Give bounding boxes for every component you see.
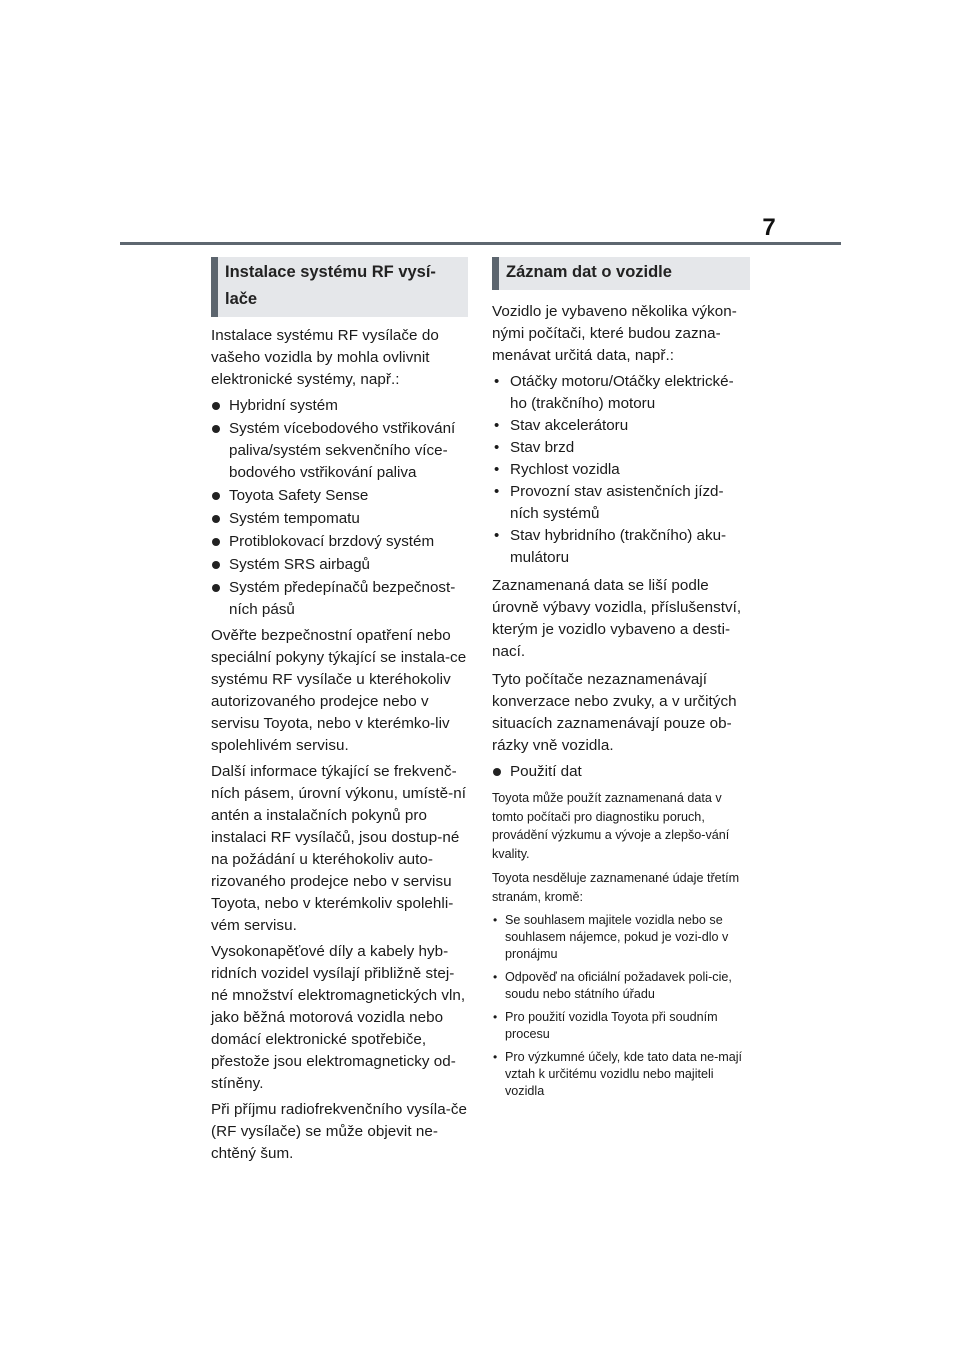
bullet-icon: • bbox=[494, 483, 500, 500]
usage-paragraph: Toyota nesděluje zaznamenané údaje třetím stranám, kromě: bbox=[492, 871, 740, 904]
list-item: • Otáčky motoru/Otáčky elektrické-ho (trakčního) motoru bbox=[494, 373, 734, 412]
section-heading-rf-transmitter bbox=[211, 257, 468, 317]
bullet-icon: • bbox=[493, 970, 498, 984]
bullet-icon: • bbox=[493, 913, 498, 927]
exceptions-list bbox=[492, 912, 750, 1100]
list-item: • Stav brzd bbox=[492, 437, 750, 459]
list-item: • Odpověď na oficiální požadavek poli-cie, soudu nebo státního úřadu bbox=[493, 970, 732, 1001]
list-item: Protiblokovací brzdový systém bbox=[211, 531, 468, 553]
list-item: • Pro použití vozidla Toyota při soudním procesu bbox=[493, 1010, 718, 1041]
left-column bbox=[211, 257, 468, 1169]
bullet-icon: • bbox=[494, 527, 500, 544]
bullet-dot-icon bbox=[212, 402, 220, 410]
bullet-dot-icon bbox=[212, 584, 220, 592]
bullet-dot-icon bbox=[212, 425, 220, 433]
bullet-icon: • bbox=[494, 417, 500, 434]
rf-intro: Instalace systému RF vysílače do vašeho vozidla by mohla ovlivnit elektronické systémy, např.: bbox=[211, 327, 439, 388]
list-item: Systém vícebodového vstřikování paliva/systém sekvenčního více-bodového vstřikování paliva bbox=[211, 418, 468, 484]
list-item: Toyota Safety Sense bbox=[211, 485, 468, 507]
list-item: Systém předepínačů bezpečnost-ních pásů bbox=[211, 577, 468, 621]
list-item: Systém SRS airbagů bbox=[211, 554, 468, 576]
data-intro: Vozidlo je vybaveno několika výkon-nými počítači, které budou zazna-menávat určitá data, např.: bbox=[492, 303, 737, 364]
bullet-icon: • bbox=[494, 373, 500, 390]
list-item: Systém tempomatu bbox=[211, 508, 468, 530]
bullet-dot-icon bbox=[212, 561, 220, 569]
list-item: • Se souhlasem majitele vozidla nebo se souhlasem nájemce, pokud je vozi-dlo v pronájmu bbox=[493, 913, 729, 961]
usage-subheading: Použití dat bbox=[492, 761, 750, 783]
affected-systems-list bbox=[211, 395, 468, 621]
header-rule bbox=[120, 242, 841, 245]
section-heading-text: Záznam dat o vozidle bbox=[506, 263, 672, 281]
recorded-data-list bbox=[492, 371, 750, 569]
bullet-dot-icon bbox=[212, 515, 220, 523]
bullet-dot-icon bbox=[493, 768, 501, 776]
paragraph: Ověřte bezpečnostní opatření nebo speciální pokyny týkající se instala-ce systému RF vysílače u kteréhokoliv autorizovaného prodejce nebo v servisu Toyota, nebo v kterémko-liv spolehlivém servisu. bbox=[211, 627, 467, 754]
paragraph: Zaznamenaná data se liší podle úrovně výbavy vozidla, příslušenství, kterým je vozidlo vybaveno a desti-nací. bbox=[492, 577, 742, 660]
bullet-dot-icon bbox=[212, 538, 220, 546]
bullet-icon: • bbox=[493, 1010, 498, 1024]
usage-paragraph: Toyota může použít zaznamenaná data v tomto počítači pro diagnostiku poruch, provádění výzkumu a vývoje a zlepšo-vání kvality. bbox=[492, 791, 730, 861]
paragraph: Při příjmu radiofrekvenčního vysíla-če (RF vysílače) se může objevit ne-chtěný šum. bbox=[211, 1101, 467, 1162]
section-heading-text: Instalace systému RF vysí- lače bbox=[225, 263, 436, 308]
list-item: • Stav hybridního (trakčního) aku-mulátoru bbox=[494, 527, 727, 566]
list-item: • Provozní stav asistenčních jízd-ních systémů bbox=[494, 483, 724, 522]
paragraph: Vysokonapěťové díly a kabely hyb-ridních vozidel vysílají přibližně stej-né množství elektromagnetických vln, jako běžná motorová vozidla nebo domácí elektronické spotřebiče, přestože jsou elektromagneticky od-stíněny. bbox=[211, 943, 466, 1092]
bullet-icon: • bbox=[494, 461, 500, 478]
list-item: • Stav akcelerátoru bbox=[492, 415, 750, 437]
right-column bbox=[492, 257, 750, 1106]
list-item: Hybridní systém bbox=[211, 395, 468, 417]
list-item: • Pro výzkumné účely, kde tato data ne-mají vztah k určitému vozidlu nebo majiteli vozidla bbox=[493, 1050, 743, 1098]
paragraph: Tyto počítače nezaznamenávají konverzace nebo zvuky, a v určitých situacích zaznamenávají pouze ob-rázky vně vozidla. bbox=[492, 671, 737, 754]
bullet-dot-icon bbox=[212, 492, 220, 500]
list-item: • Rychlost vozidla bbox=[492, 459, 750, 481]
section-heading-data-recording bbox=[492, 257, 750, 290]
bullet-icon: • bbox=[494, 439, 500, 456]
page-number: 7 bbox=[762, 214, 776, 241]
paragraph: Další informace týkající se frekvenč-ních pásem, úrovní výkonu, umístě-ní antén a instalačních pokynů pro instalaci RF vysílačů, jsou dostup-né na požádání u kteréhokoliv auto-rizovaného prodejce nebo v servisu Toyota, nebo v kterémkoliv spolehli-vém servisu. bbox=[211, 763, 467, 934]
bullet-icon: • bbox=[493, 1050, 498, 1064]
